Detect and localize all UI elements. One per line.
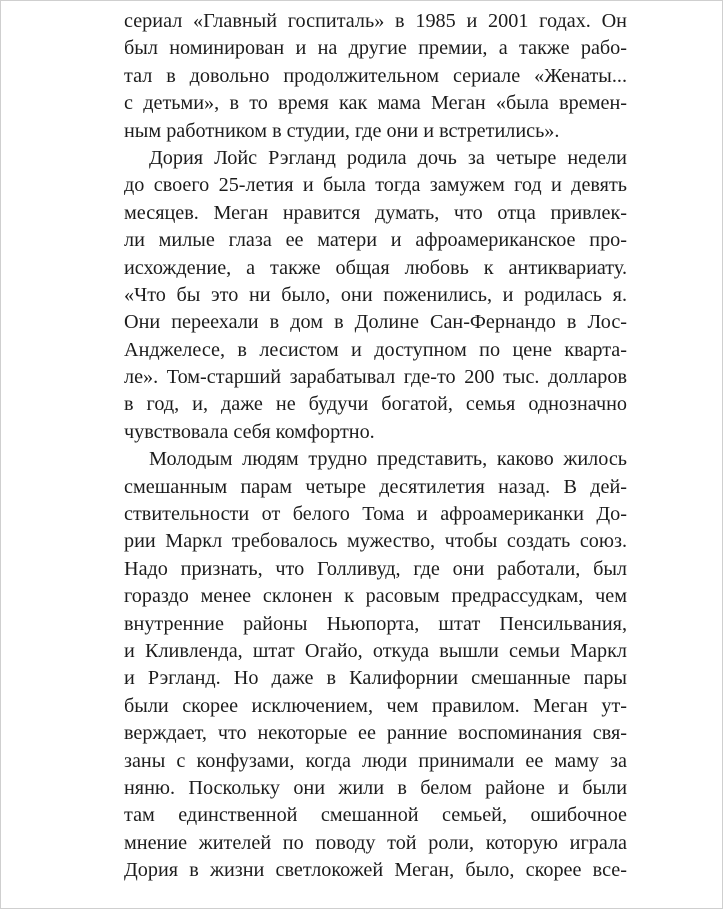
text-line: смешанным парам четыре десятилетия назад. В дей-	[124, 475, 627, 498]
text-line: был номинирован и на другие премии, а также рабо-	[124, 37, 627, 60]
text-line: там единственной смешанной семьей, ошибочное	[124, 804, 627, 827]
text-line: сериал «Главный госпиталь» в 1985 и 2001 годах. Он	[124, 10, 627, 32]
paragraph-1	[124, 8, 627, 145]
text-line: и Рэгланд. Но даже в Калифорнии смешанные пары	[124, 667, 627, 690]
text-line: Дория Лойс Рэгланд родила дочь за четыре недели	[149, 146, 627, 169]
text-line: с детьми», в то время как мама Меган «была времен-	[124, 92, 627, 115]
text-line: «Что бы это ни было, они поженились, и родилась я.	[124, 283, 627, 306]
text-line: и Кливленда, штат Огайо, откуда вышли семьи Маркл	[124, 639, 627, 662]
page-text	[124, 8, 627, 885]
text-line: заны с конфузами, когда люди принимали ее маму за	[124, 749, 627, 772]
text-line: Дория в жизни светлокожей Меган, было, скорее все-	[124, 859, 627, 882]
text-line: ным работником в студии, где они и встретились».	[124, 119, 560, 142]
text-line: няню. Поскольку они жили в белом районе и были	[124, 776, 627, 799]
text-line: до своего 25-летия и была тогда замужем год и девять	[124, 174, 627, 197]
paragraph-2	[124, 145, 627, 446]
paragraph-3	[124, 446, 627, 884]
text-line: Молодым людям трудно представить, каково жилось	[149, 448, 627, 471]
text-line: Они переехали в дом в Долине Сан-Фернандо в Лос-	[124, 311, 627, 334]
text-line: месяцев. Меган нравится думать, что отца привлек-	[124, 201, 627, 224]
text-line: гораздо менее склонен к расовым предрассудкам, чем	[124, 585, 627, 608]
text-line: ле». Том-старший зарабатывал где-то 200 тыс. долларов	[124, 366, 627, 389]
text-line: рии Маркл требовалось мужество, чтобы создать союз.	[124, 530, 627, 553]
text-line: чувствовала себя комфортно.	[124, 420, 375, 443]
text-line: внутренние районы Ньюпорта, штат Пенсильвания,	[124, 612, 627, 635]
text-line: ствительности от белого Тома и афроамериканки До-	[124, 503, 627, 526]
text-line: Анджелесе, в лесистом и доступном по цене кварта-	[124, 338, 627, 361]
text-line: Надо признать, что Голливуд, где они работали, был	[124, 557, 627, 580]
text-line: ли милые глаза ее матери и афроамериканское про-	[124, 229, 627, 252]
text-line: тал в довольно продолжительном сериале «Женаты...	[124, 64, 627, 87]
text-line: в год, и, даже не будучи богатой, семья однозначно	[124, 393, 627, 416]
text-line: были скорее исключением, чем правилом. Меган ут-	[124, 694, 627, 717]
text-line: исхождение, а также общая любовь к антиквариату.	[124, 256, 627, 279]
text-line: мнение жителей по поводу той роли, которую играла	[124, 831, 627, 854]
text-line: верждает, что некоторые ее ранние воспоминания свя-	[124, 722, 627, 745]
